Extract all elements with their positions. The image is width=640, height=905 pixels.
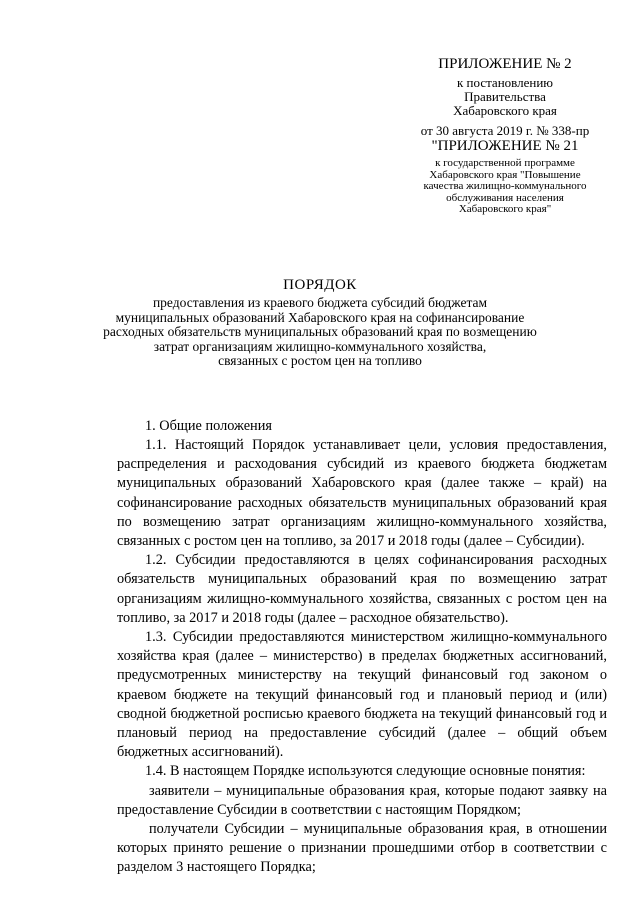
- paragraph-1-4: 1.4. В настоящем Порядке используются следующие основные понятия:: [145, 763, 586, 780]
- document-title: ПОРЯДОК: [283, 277, 357, 293]
- appendix-main-block: [395, 56, 615, 138]
- subtitle-line: муниципальных образований Хабаровского края на софинансирование: [115, 309, 525, 325]
- paragraph-1-2: 1.2. Субсидии предоставляются в целях софинансирования расходных обязательств муниципальных образований края по возмещению затрат организациям жилищно-коммунального хозяйства, связанных с ростом цен на топливо, за 2017 и 2018 годы (далее – расходное обязательство).: [117, 552, 607, 626]
- appendix-main-line: Хабаровского края: [453, 103, 557, 118]
- appendix-program-line: к государственной программе: [435, 157, 575, 169]
- paragraph-1-3: 1.3. Субсидии предоставляются министерством жилищно-коммунального хозяйства края (далее – министерство) в пределах бюджетных ассигнований, предусмотренных министерству на текущий финансовый год законом о краевом бюджете на текущий финансовый год и плановый период и (или) сводной бюджетной росписью краевого бюджета на текущий финансовый год и плановый период на предоставление субсидий (далее – общий объем бюджетных ассигнований).: [117, 629, 607, 761]
- appendix-main-line: от 30 августа 2019 г. № 338-пр: [420, 123, 590, 138]
- subtitle-line: связанных с ростом цен на топливо: [218, 353, 422, 368]
- subtitle-line: расходных обязательств муниципальных образований края по возмещению: [103, 324, 537, 339]
- paragraph-applicants: заявители – муниципальные образования края, которые подают заявку на предоставление Субсидии в соответствии с настоящим Порядком;: [117, 782, 607, 818]
- appendix-program-block: [395, 138, 615, 216]
- appendix-program-line: качества жилищно-коммунального: [423, 180, 587, 192]
- document-subtitle: [80, 296, 560, 369]
- subtitle-line: предоставления из краевого бюджета субсидий бюджетам: [152, 295, 488, 310]
- appendix-program-line: Хабаровского края": [458, 203, 552, 215]
- paragraph-1-1: 1.1. Настоящий Порядок устанавливает цели, условия предоставления, распределения и расходования субсидий из краевого бюджета бюджетам муниципальных образований Хабаровского края (далее также – край) на софинансирование расходных обязательств муниципальных образований края по возмещению затрат организациям жилищно-коммунального хозяйства, связанных с ростом цен на топливо, за 2017 и 2018 годы (далее – Субсидии).: [117, 437, 607, 550]
- section-heading: 1. Общие положения: [145, 418, 272, 434]
- appendix-main-line: Правительства: [464, 89, 546, 104]
- subtitle-line: затрат организациям жилищно-коммунального хозяйства,: [153, 338, 487, 354]
- appendix-program-line: Хабаровского края "Повышение: [429, 168, 581, 181]
- appendix-main-title: ПРИЛОЖЕНИЕ № 2: [438, 56, 572, 72]
- appendix-program-title: "ПРИЛОЖЕНИЕ № 21: [431, 138, 579, 154]
- paragraph-recipients: получатели Субсидии – муниципальные образования края, в отношении которых принято решение о признании прошедшими отбор в соответствии с разделом 3 настоящего Порядка;: [117, 821, 607, 876]
- document-body: [117, 436, 607, 878]
- appendix-program-line: обслуживания населения: [446, 191, 564, 204]
- appendix-main-line: к постановлению: [456, 75, 554, 90]
